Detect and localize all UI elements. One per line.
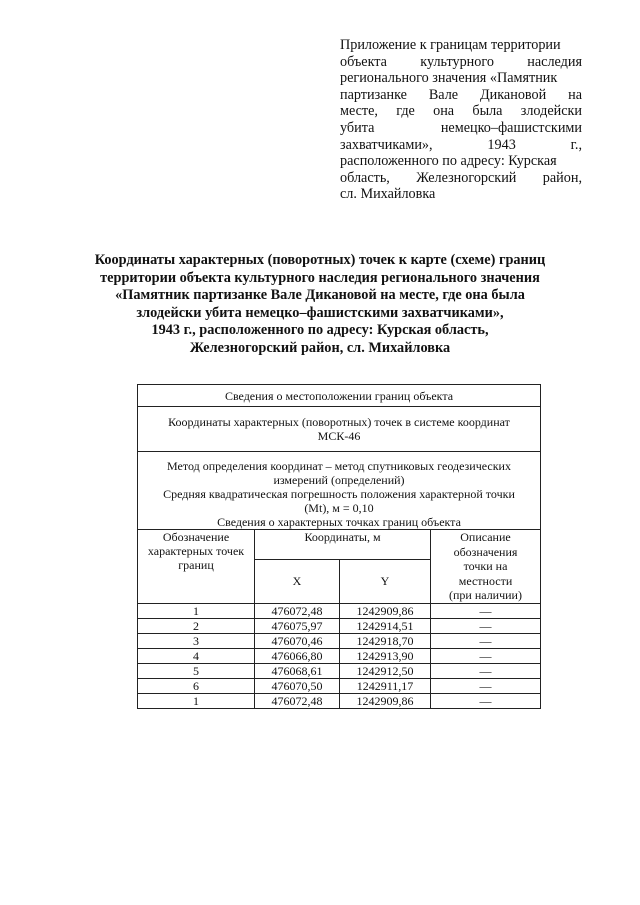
appendix-line: месте, где она была злодейски bbox=[340, 103, 582, 120]
title-line: территории объекта культурного наследия регионального значения bbox=[100, 269, 540, 286]
appendix-line: захватчиками», 1943 г., bbox=[340, 136, 582, 153]
appendix-line: сл. Михайловка bbox=[340, 186, 436, 203]
page-title bbox=[30, 252, 610, 358]
table-row bbox=[138, 618, 541, 633]
title-line: 1943 г., расположенного по адресу: Курская область, bbox=[151, 322, 489, 339]
title-line: злодейски убита немецко–фашистскими захватчиками», bbox=[136, 304, 504, 321]
table-row bbox=[138, 678, 541, 693]
coord-system-line: Координаты характерных (поворотных) точек в системе координат bbox=[168, 415, 510, 429]
appendix-line: объекта культурного наследия bbox=[340, 53, 582, 70]
appendix-line: расположенного по адресу: Курская bbox=[340, 153, 557, 170]
y-cell: 1242918,70 bbox=[340, 633, 431, 648]
col-header-point-line: характерных точек bbox=[147, 544, 245, 558]
title-line: Координаты характерных (поворотных) точек к карте (схеме) границ bbox=[94, 252, 546, 268]
description-cell: — bbox=[431, 678, 541, 693]
coord-system-line: МСК-46 bbox=[317, 429, 361, 443]
x-cell: 476070,50 bbox=[255, 678, 340, 693]
y-cell: 1242909,86 bbox=[340, 693, 431, 708]
method-line: измерений (определений) bbox=[273, 473, 405, 487]
appendix-line: убита немецко–фашистскими bbox=[340, 119, 582, 136]
table-row bbox=[138, 633, 541, 648]
title-line: «Памятник партизанке Вале Дикановой на месте, где она была bbox=[115, 287, 525, 304]
col-header-point bbox=[138, 530, 255, 604]
title-line: Железногорский район, сл. Михайловка bbox=[189, 339, 451, 356]
coordinates-table bbox=[137, 384, 541, 709]
x-cell: 476070,46 bbox=[255, 633, 340, 648]
x-cell: 476066,80 bbox=[255, 648, 340, 663]
x-cell: 476072,48 bbox=[255, 693, 340, 708]
x-cell: 476075,97 bbox=[255, 618, 340, 633]
table-row bbox=[138, 663, 541, 678]
point-cell: 3 bbox=[138, 633, 255, 648]
col-header-description-line: обозначения bbox=[453, 544, 518, 559]
y-cell: 1242913,90 bbox=[340, 648, 431, 663]
location-header: Сведения о местоположении границ объекта bbox=[138, 385, 541, 407]
x-cell: 476068,61 bbox=[255, 663, 340, 678]
table-row bbox=[138, 648, 541, 663]
y-cell: 1242909,86 bbox=[340, 603, 431, 618]
y-cell: 1242912,50 bbox=[340, 663, 431, 678]
description-cell: — bbox=[431, 633, 541, 648]
appendix-line: Приложение к границам территории bbox=[340, 37, 561, 53]
col-header-point-line: Обозначение bbox=[162, 530, 230, 544]
point-cell: 4 bbox=[138, 648, 255, 663]
point-cell: 2 bbox=[138, 618, 255, 633]
col-header-description-line: местности bbox=[458, 573, 513, 588]
col-header-description bbox=[431, 530, 541, 604]
description-cell: — bbox=[431, 603, 541, 618]
table-row bbox=[138, 603, 541, 618]
col-header-description-line: точки на bbox=[463, 559, 508, 574]
description-cell: — bbox=[431, 618, 541, 633]
y-cell: 1242911,17 bbox=[340, 678, 431, 693]
table-row bbox=[138, 693, 541, 708]
point-cell: 1 bbox=[138, 603, 255, 618]
method-cell bbox=[138, 452, 541, 530]
method-line: Метод определения координат – метод спутниковых геодезических bbox=[167, 459, 511, 473]
coord-system-cell bbox=[138, 407, 541, 452]
point-cell: 5 bbox=[138, 663, 255, 678]
x-cell: 476072,48 bbox=[255, 603, 340, 618]
method-line: (Mt), м = 0,10 bbox=[304, 501, 374, 515]
col-header-point-line: границ bbox=[178, 558, 214, 572]
col-header-coords: Координаты, м bbox=[255, 530, 431, 560]
appendix-note bbox=[340, 37, 582, 203]
col-header-x: X bbox=[255, 559, 340, 603]
point-cell: 1 bbox=[138, 693, 255, 708]
point-cell: 6 bbox=[138, 678, 255, 693]
appendix-line: партизанке Вале Дикановой на bbox=[340, 86, 582, 103]
description-cell: — bbox=[431, 648, 541, 663]
appendix-line: регионального значения «Памятник bbox=[340, 70, 558, 87]
col-header-y: Y bbox=[340, 559, 431, 603]
col-header-description-line: (при наличии) bbox=[449, 588, 522, 603]
method-line: Сведения о характерных точках границ объекта bbox=[217, 515, 461, 529]
method-line: Средняя квадратическая погрешность положения характерной точки bbox=[163, 487, 515, 501]
appendix-line: область, Железногорский район, bbox=[340, 169, 582, 186]
col-header-description-line: Описание bbox=[460, 530, 511, 544]
description-cell: — bbox=[431, 663, 541, 678]
y-cell: 1242914,51 bbox=[340, 618, 431, 633]
description-cell: — bbox=[431, 693, 541, 708]
